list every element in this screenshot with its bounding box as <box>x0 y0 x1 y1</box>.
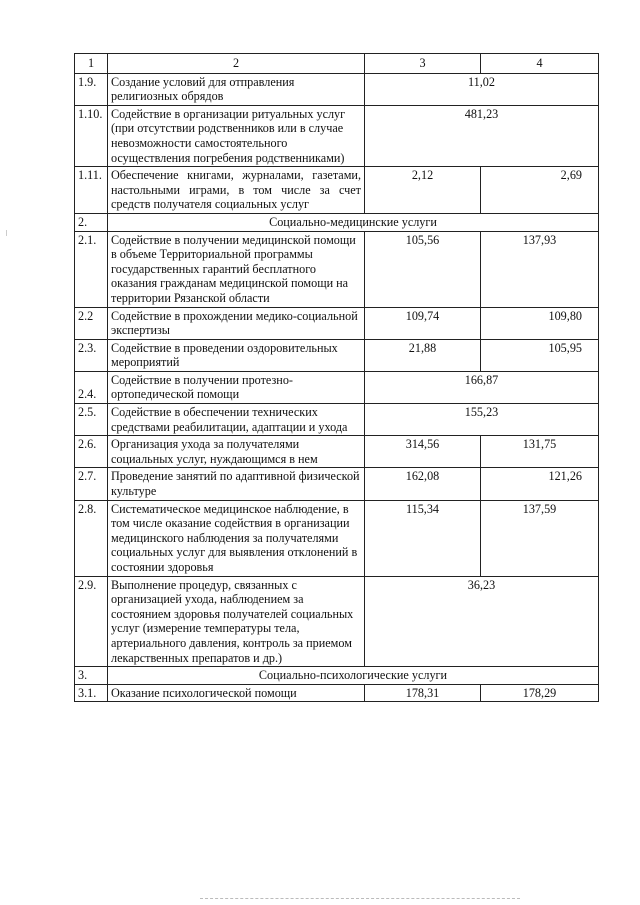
table-row <box>75 404 599 436</box>
tariff-value-col3: 115,34 <box>365 500 481 576</box>
section-title: Социально-медицинские услуги <box>108 213 599 231</box>
row-number: 2.3. <box>75 339 108 371</box>
row-number: 1.9. <box>75 73 108 105</box>
row-number: 2.5. <box>75 404 108 436</box>
row-number: 2.6. <box>75 436 108 468</box>
service-description: Содействие в проведении оздоровительных мероприятий <box>108 339 365 371</box>
tariff-value-col4: 105,95 <box>481 339 599 371</box>
row-number: 2.1. <box>75 231 108 307</box>
tariff-value-col3: 21,88 <box>365 339 481 371</box>
service-description: Проведение занятий по адаптивной физической культуре <box>108 468 365 500</box>
service-description: Оказание психологической помощи <box>108 684 365 702</box>
row-number: 2. <box>75 213 108 231</box>
row-number: 2.4. <box>75 371 108 403</box>
service-description: Содействие в организации ритуальных услуг (при отсутствии родственников или в случае невозможности самостоятельного осуществления погребения родственниками) <box>108 105 365 166</box>
table-row <box>75 339 599 371</box>
row-number: 1.11. <box>75 167 108 214</box>
header-cell: 1 <box>75 54 108 74</box>
tariff-value: 166,87 <box>365 371 599 403</box>
table-row <box>75 73 599 105</box>
section-row <box>75 213 599 231</box>
service-description: Организация ухода за получателями социальных услуг, нуждающимся в нем <box>108 436 365 468</box>
table-row <box>75 684 599 702</box>
tariff-value: 481,23 <box>365 105 599 166</box>
tariff-value-col4: 2,69 <box>481 167 599 214</box>
table-row <box>75 468 599 500</box>
tariff-value-col4: 137,59 <box>481 500 599 576</box>
service-description: Создание условий для отправления религиозных обрядов <box>108 73 365 105</box>
tariff-value-col3: 314,56 <box>365 436 481 468</box>
services-table <box>74 53 599 702</box>
section-title: Социально-психологические услуги <box>108 667 599 685</box>
service-description: Содействие в получении протезно-ортопедической помощи <box>108 371 365 403</box>
row-number: 2.7. <box>75 468 108 500</box>
row-number: 2.8. <box>75 500 108 576</box>
table-header-row <box>75 54 599 74</box>
service-description: Содействие в прохождении медико-социальной экспертизы <box>108 307 365 339</box>
tariff-value-col3: 109,74 <box>365 307 481 339</box>
table-row <box>75 231 599 307</box>
tariff-value-col3: 2,12 <box>365 167 481 214</box>
row-number: 2.9. <box>75 576 108 667</box>
service-description: Систематическое медицинское наблюдение, в том числе оказание содействия в организации медицинского наблюдения за получателями социальных услуг для выявления отклонений в состоянии здоровья <box>108 500 365 576</box>
scan-artifact-line <box>200 898 520 899</box>
scan-margin-mark <box>6 230 7 236</box>
tariff-value-col4: 121,26 <box>481 468 599 500</box>
service-description: Содействие в получении медицинской помощи в объеме Территориальной программы государственных гарантий бесплатного оказания гражданам медицинской помощи на территории Рязанской области <box>108 231 365 307</box>
tariff-value-col4: 137,93 <box>481 231 599 307</box>
row-number: 1.10. <box>75 105 108 166</box>
tariff-value: 155,23 <box>365 404 599 436</box>
document-page <box>74 53 598 702</box>
tariff-value-col4: 178,29 <box>481 684 599 702</box>
service-description: Содействие в обеспечении технических средствами реабилитации, адаптации и ухода <box>108 404 365 436</box>
tariff-value-col4: 109,80 <box>481 307 599 339</box>
row-number: 3.1. <box>75 684 108 702</box>
tariff-value-col4: 131,75 <box>481 436 599 468</box>
header-cell: 4 <box>481 54 599 74</box>
service-description: Выполнение процедур, связанных с организацией ухода, наблюдением за состоянием здоровья получателей социальных услуг (измерение температуры тела, артериального давления, контроль за приемом лекарственных препаратов и др.) <box>108 576 365 667</box>
table-row <box>75 307 599 339</box>
tariff-value-col3: 105,56 <box>365 231 481 307</box>
row-number: 2.2 <box>75 307 108 339</box>
table-row <box>75 167 599 214</box>
tariff-value: 36,23 <box>365 576 599 667</box>
table-row <box>75 371 599 403</box>
header-cell: 3 <box>365 54 481 74</box>
section-row <box>75 667 599 685</box>
table-row <box>75 436 599 468</box>
service-description: Обеспечение книгами, журналами, газетами, настольными играми, в том числе за счет средств получателя социальных услуг <box>108 167 365 214</box>
tariff-value-col3: 178,31 <box>365 684 481 702</box>
tariff-value-col3: 162,08 <box>365 468 481 500</box>
tariff-value: 11,02 <box>365 73 599 105</box>
table-row <box>75 576 599 667</box>
table-row <box>75 500 599 576</box>
table-row <box>75 105 599 166</box>
row-number: 3. <box>75 667 108 685</box>
header-cell: 2 <box>108 54 365 74</box>
